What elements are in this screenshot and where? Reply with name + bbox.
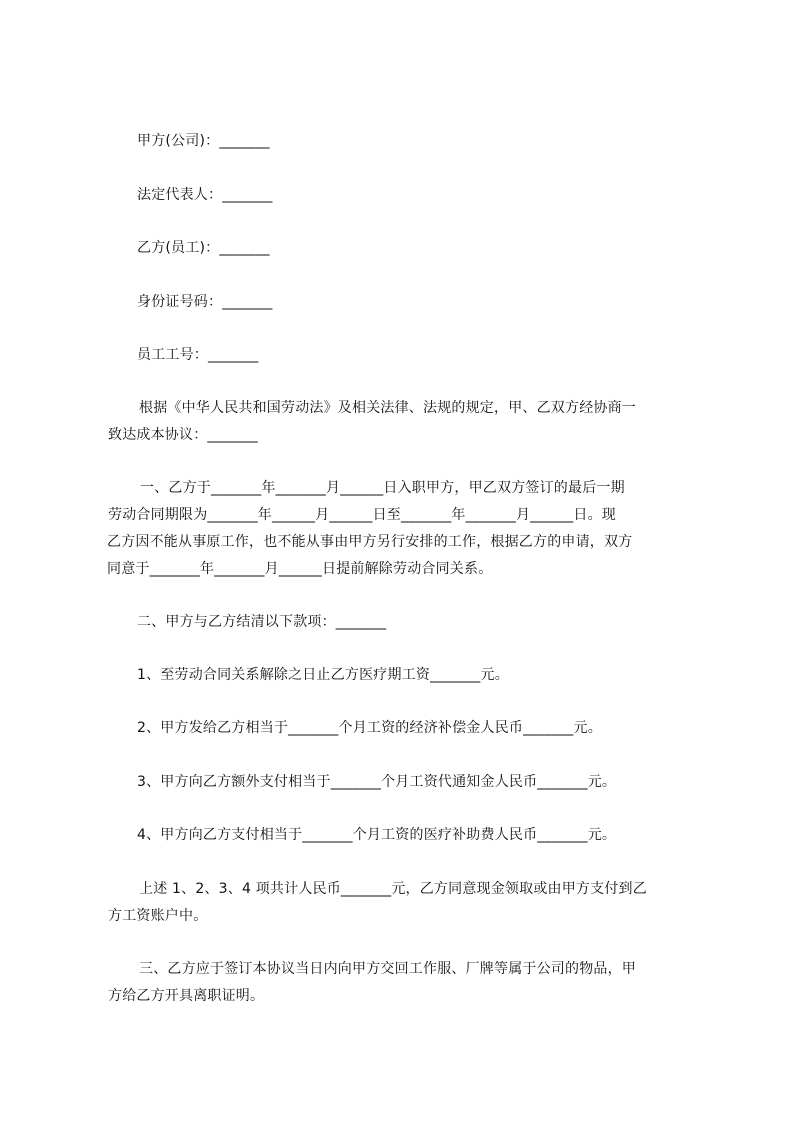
section1-line-2: 劳动合同期限为_______年______月______日至_______年_______月______日。现 xyxy=(108,507,616,523)
section2-heading: 二、甲方与乙方结清以下款项：_______ xyxy=(137,614,387,630)
section3-line-2: 方给乙方开具离职证明。 xyxy=(108,988,265,1004)
total-line-1: 上述 1、2、3、4 项共计人民币_______元，乙方同意现金领取或由甲方支付到乙 xyxy=(139,881,647,897)
section1-line-4: 同意于_______年_______月______日提前解除劳动合同关系。 xyxy=(107,561,493,577)
section1-line-1: 一、乙方于_______年_______月______日入职甲方，甲乙双方签订的最后一期 xyxy=(140,480,625,496)
party-b-field: 乙方(员工)：_______ xyxy=(137,240,270,256)
payment-item-4: 4、甲方向乙方支付相当于_______个月工资的医疗补助费人民币_______元。 xyxy=(137,827,617,843)
intro-line-2: 致达成本协议：_______ xyxy=(108,427,258,443)
payment-item-2: 2、甲方发给乙方相当于_______个月工资的经济补偿金人民币_______元。 xyxy=(137,720,602,736)
legal-rep-field: 法定代表人：_______ xyxy=(137,187,273,203)
payment-item-3: 3、甲方向乙方额外支付相当于_______个月工资代通知金人民币_______元。 xyxy=(137,774,617,790)
total-line-2: 方工资账户中。 xyxy=(108,908,208,924)
employee-no-field: 员工工号：_______ xyxy=(137,347,259,363)
section1-line-3: 乙方因不能从事原工作，也不能从事由甲方另行安排的工作，根据乙方的申请，双方 xyxy=(107,534,633,550)
party-a-field: 甲方(公司)：_______ xyxy=(137,133,270,149)
payment-item-1: 1、至劳动合同关系解除之日止乙方医疗期工资_______元。 xyxy=(137,667,509,683)
section3-line-1: 三、乙方应于签订本协议当日内向甲方交回工作服、厂牌等属于公司的物品，甲 xyxy=(139,961,636,977)
intro-line-1: 根据《中华人民共和国劳动法》及相关法律、法规的规定，甲、乙双方经协商一 xyxy=(139,400,636,416)
id-number-field: 身份证号码：_______ xyxy=(137,294,273,310)
